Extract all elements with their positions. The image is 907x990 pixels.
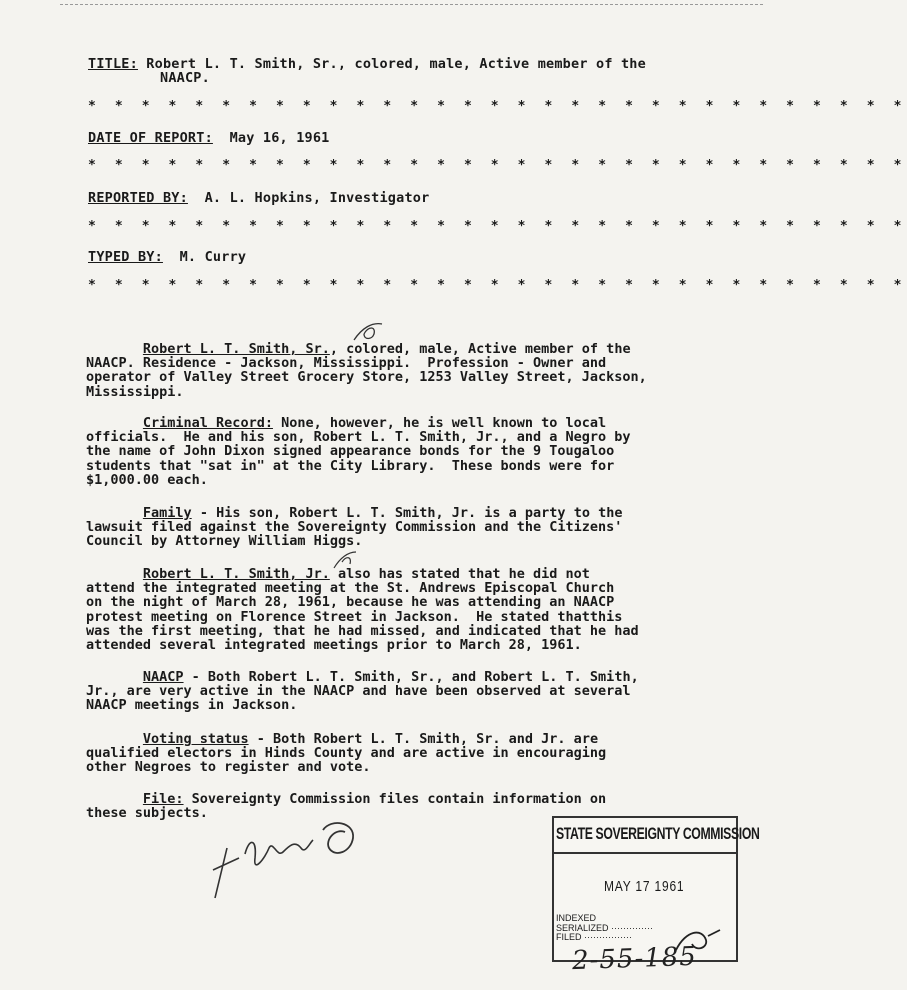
paragraph-line: on the night of March 28, 1961, because he was attending an NAACP [86,594,615,611]
paragraph-lead: Robert L. T. Smith, Jr. [142,566,330,582]
paragraph-line: these subjects. [86,805,208,822]
paragraph-line: Jr., are very active in the NAACP and have been observed at several [86,683,631,700]
paragraph-line: students that "sat in" at the City Library. These bonds were for [86,457,615,474]
date-line [88,131,330,145]
paragraph-line: the name of John Dixon signed appearance bonds for the 9 Tougaloo [86,443,615,460]
paragraph-line: attend the integrated meeting at the St. Andrews Episcopal Church [86,580,615,597]
paragraph-line: - Both Robert L. T. Smith, Sr. and Jr. are [248,731,599,747]
paragraph-line: , colored, male, Active member of the [329,341,631,357]
date-value: May 16, 1961 [229,130,330,146]
title-label: TITLE: [88,56,138,72]
star-divider-2: * * * * * * * * * * * * * * * * * * * * * * * * * * * * * * * [88,158,907,173]
star-divider-1: * * * * * * * * * * * * * * * * * * * * * * * * * * * * * * * [88,99,907,114]
star-divider-4: * * * * * * * * * * * * * * * * * * * * * * * * * * * * * * * [88,278,907,293]
stamp-serialized: SERIALIZED [556,922,609,933]
paragraph-line: Mississippi. [86,383,184,400]
paragraph-line: attended several integrated meetings prior to March 28, 1961. [86,637,582,654]
stamp-filed: FILED [556,932,582,942]
star-divider-3: * * * * * * * * * * * * * * * * * * * * * * * * * * * * * * * [88,219,907,234]
reported-label: REPORTED BY: [88,190,188,206]
paragraph-lead: NAACP [142,669,184,685]
paragraph-line: - Both Robert L. T. Smith, Sr., and Robert L. T. Smith, [183,669,639,685]
paragraph-family [86,506,706,549]
paragraph-lead: File: [142,791,184,807]
paragraph-line: NAACP meetings in Jackson. [86,697,298,714]
paragraph-criminal-record [86,416,706,487]
paragraph-attendance [86,567,706,652]
title-line-2: NAACP. [160,70,210,86]
reported-line [88,191,429,205]
stamp-title: STATE SOVEREIGNTY COMMISSION [556,824,760,843]
paragraph-lead: Criminal Record: [142,415,273,431]
typed-value: M. Curry [179,249,247,265]
paragraph-line: was the first meeting, that he had missed, and indicated that he had [86,622,639,639]
reported-value: A. L. Hopkins, Investigator [204,190,430,206]
top-rule [60,4,763,5]
date-label: DATE OF REPORT: [88,130,213,146]
file-number: 2-55-185 [571,941,698,977]
stamp-indexed: INDEXED [556,913,597,923]
paragraph-lead: Family [142,505,192,521]
title-line [88,57,646,71]
paragraph-line: NAACP. Residence - Jackson, Mississippi. Profession - Owner and [86,355,607,372]
paragraph-line: other Negroes to register and vote. [86,759,371,776]
title-text: Robert L. T. Smith, Sr., colored, male, Active member of the [146,56,646,72]
paragraph-voting-status [86,732,706,775]
typed-label: TYPED BY: [88,249,163,265]
paragraph-residence [86,342,706,399]
received-stamp [552,816,760,962]
handwritten-initials-icon [205,818,375,908]
paragraph-line: qualified electors in Hinds County and are active in encouraging [86,745,607,762]
paragraph-lead: Voting status [142,731,249,747]
stamp-date: MAY 17 1961 [604,878,685,895]
paragraph-line: also has stated that he did not [329,566,590,582]
paragraph-line: protest meeting on Florence Street in Jackson. He stated thatthis [86,608,623,625]
paragraph-line: $1,000.00 each. [86,471,208,488]
paragraph-lead: Robert L. T. Smith, Sr. [142,341,330,357]
paragraph-naacp [86,670,706,713]
paragraph-line: Council by Attorney William Higgs. [86,533,363,550]
paragraph-line: lawsuit filed against the Sovereignty Commission and the Citizens' [86,519,623,536]
paragraph-line: officials. He and his son, Robert L. T. Smith, Jr., and a Negro by [86,429,631,446]
stamp-rule [554,852,736,854]
paragraph-line: None, however, he is well known to local [272,415,607,431]
paragraph-line: Sovereignty Commission files contain information on [183,791,607,807]
paragraph-line: - His son, Robert L. T. Smith, Jr. is a party to the [191,505,623,521]
paragraph-line: operator of Valley Street Grocery Store, 1253 Valley Street, Jackson, [86,369,647,386]
typed-line [88,250,246,264]
stamp-index-block: INDEXED SERIALIZED ·············· FILED ················ [556,913,653,942]
